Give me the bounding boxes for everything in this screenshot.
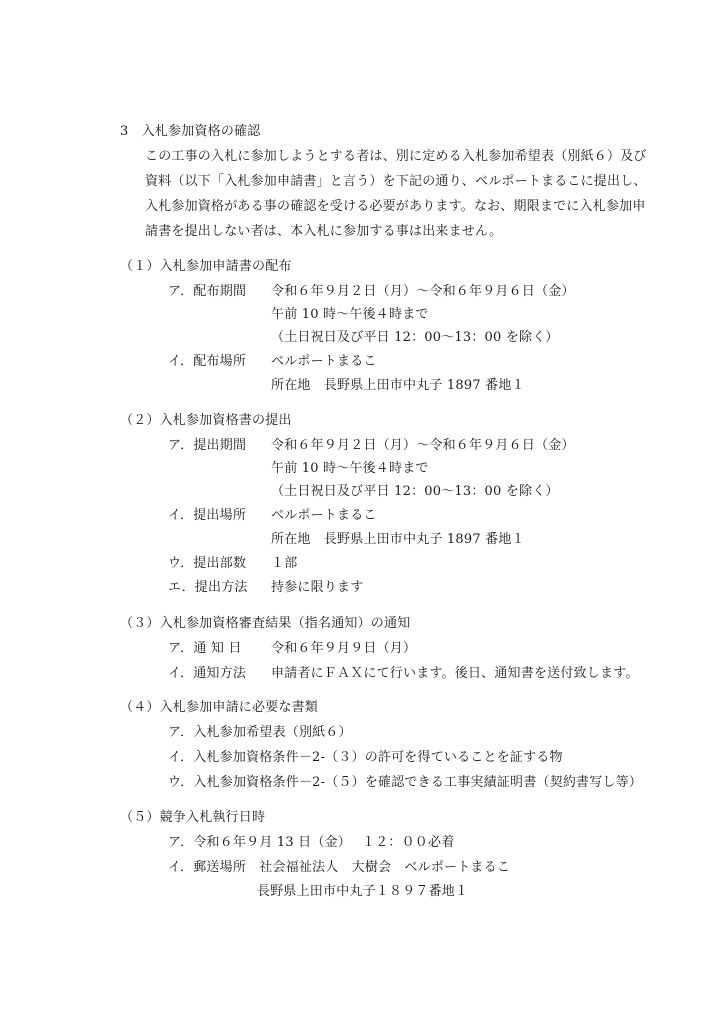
sub-2-c-value: １部 — [271, 556, 298, 571]
sub-5-b-address: 長野県上田市中丸子１８９７番地１ — [257, 884, 469, 899]
sub-4-heading: （４）入札参加申請に必要な書類 — [120, 700, 319, 715]
sub-2-a-time: 午前 10 時～午後４時まで — [271, 461, 429, 476]
sub-2-d-value: 持参に限ります — [271, 580, 364, 595]
sub-2-b-address: 所在地 長野県上田市中丸子 1897 番地１ — [271, 532, 525, 547]
sub-2-a-value: 令和６年９月２日（月）～令和６年９月６日（金） — [271, 438, 575, 453]
sub-2-d-label: エ．提出方法 — [168, 580, 248, 595]
paragraph-line-3: 入札参加資格がある事の確認を受ける必要があります。なお、期限までに入札参加申 — [145, 199, 646, 214]
sub-3-b-label: イ．通知方法 — [168, 666, 247, 681]
sub-2-a-note: （土日祝日及び平日 12：00～13：00 を除く） — [271, 484, 559, 499]
sub-1-a-note: （土日祝日及び平日 12：00～13：00 を除く） — [271, 330, 559, 345]
sub-5-b-line: イ．郵送場所 社会福祉法人 大樹会 ベルポートまるこ — [168, 860, 511, 875]
sub-2-a-label: ア．提出期間 — [168, 438, 247, 453]
sub-3-a-label: ア．通 知 日 — [168, 641, 242, 656]
sub-1-a-label: ア．配布期間 — [168, 284, 247, 299]
sub-1-heading: （１）入札参加申請書の配布 — [120, 259, 292, 274]
sub-5-a-line: ア．令和６年９月 13 日（金） １２：００必着 — [168, 835, 455, 850]
sub-4-item-c: ウ．入札参加資格条件－2-（５）を確認できる工事実績証明書（契約書写し等） — [168, 775, 643, 790]
section-3-heading: 3 入札参加資格の確認 — [120, 124, 261, 139]
sub-2-b-label: イ．提出場所 — [168, 508, 247, 523]
sub-1-b-value: ベルポートまるこ — [271, 354, 377, 369]
sub-3-a-value: 令和６年９月９日（月） — [271, 641, 417, 656]
sub-4-item-a: ア．入札参加希望表（別紙６） — [168, 725, 352, 740]
sub-4-item-b: イ．入札参加資格条件－2-（３）の許可を得ていることを証する物 — [168, 750, 563, 765]
paragraph-line-1: この工事の入札に参加しようとする者は、別に定める入札参加希望表（別紙６）及び — [145, 149, 647, 164]
sub-3-b-value: 申請者にＦＡＸにて行います。後日、通知書を送付致します。 — [271, 666, 639, 681]
paragraph-line-4: 請書を提出しない者は、本入札に参加する事は出来ません。 — [145, 224, 503, 239]
sub-1-a-value: 令和６年９月２日（月）～令和６年９月６日（金） — [271, 284, 575, 299]
sub-1-b-label: イ．配布場所 — [168, 354, 247, 369]
sub-5-heading: （５）競争入札執行日時 — [120, 810, 266, 825]
sub-2-heading: （２）入札参加資格書の提出 — [120, 413, 292, 428]
sub-1-a-time: 午前 10 時～午後４時まで — [271, 307, 429, 322]
sub-1-b-address: 所在地 長野県上田市中丸子 1897 番地１ — [271, 378, 525, 393]
sub-2-b-value: ベルポートまるこ — [271, 508, 377, 523]
paragraph-line-2: 資料（以下「入札参加申請書」と言う）を下記の通り、ベルポートまるこに提出し、 — [145, 174, 647, 189]
sub-2-c-label: ウ．提出部数 — [168, 556, 247, 571]
sub-3-heading: （３）入札参加資格審査結果（指名通知）の通知 — [120, 616, 411, 631]
